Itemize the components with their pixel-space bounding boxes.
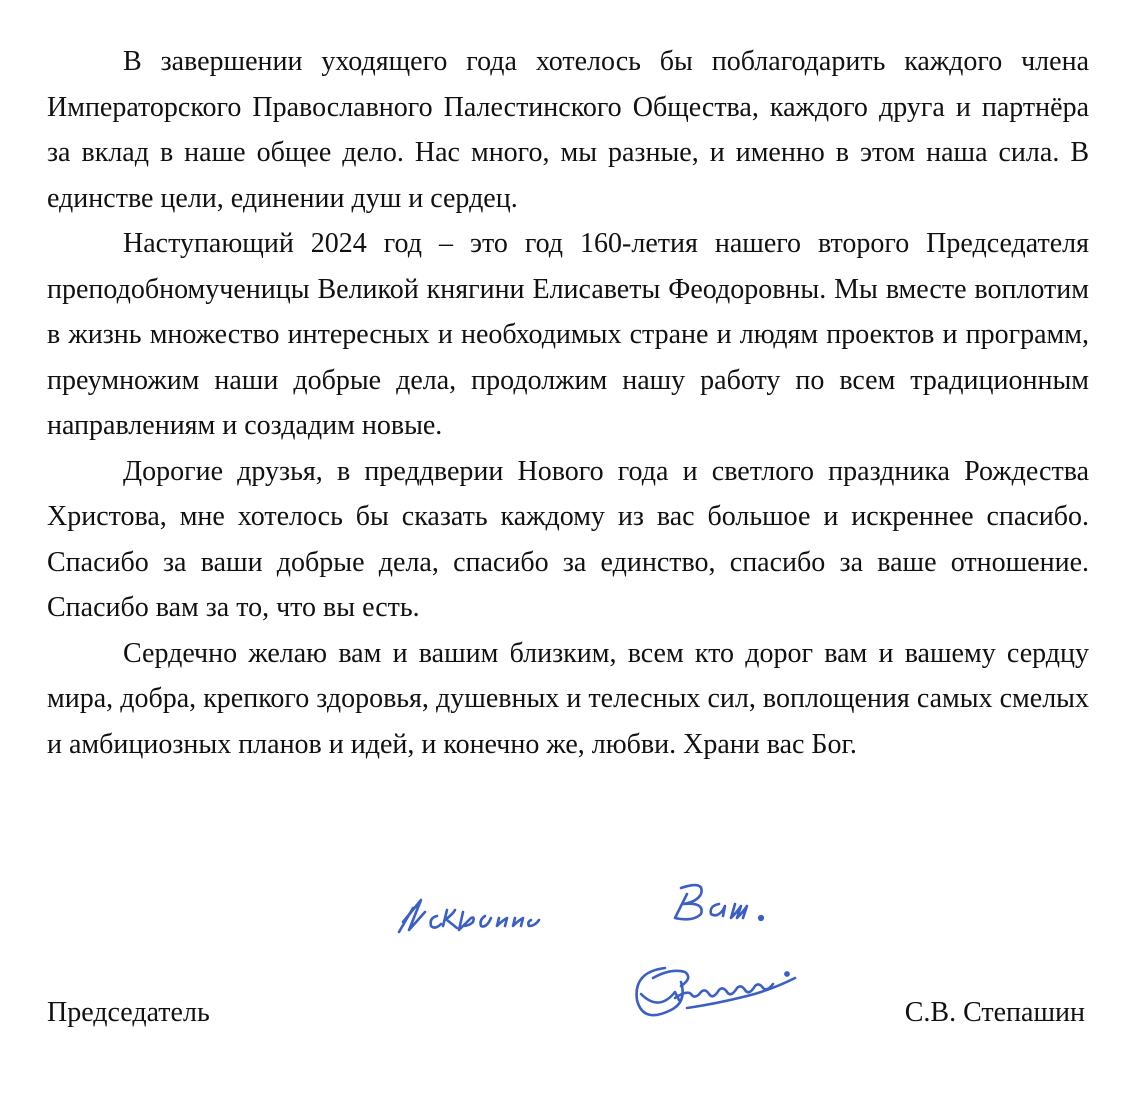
letter-paragraph-1: В завершении уходящего года хотелось бы поблагодарить каждого члена Императорского Православного Палестинского Общества, каждого друга и партнёра за вклад в наше общее дело. Нас много, мы разные, и именно в этом наша сила. В единстве цели, единении душ и сердец. <box>47 46 1089 214</box>
letter-paragraph-3: Дорогие друзья, в преддверии Нового года и светлого праздника Рождества Христова, мне хотелось бы сказать каждому из вас большое и искреннее спасибо. Спасибо за ваши добрые дела, спасибо за единство, спасибо за ваше отношение. Спасибо вам за то, что вы есть. <box>47 455 1089 623</box>
letter-paragraph-4: Сердечно желаю вам и вашим близким, всем кто дорог вам и вашему сердцу мира, добра, крепкого здоровья, душевных и телесных сил, воплощения самых смелых и амбициозных планов и идей, и конечно же, любви. Храни вас Бог. <box>47 637 1089 760</box>
letter-body <box>47 39 1089 767</box>
signature-drawing <box>375 860 820 1050</box>
signature-block <box>0 860 1138 1060</box>
handwritten-signature <box>375 860 820 1050</box>
letter-paragraph-2: Наступающий 2024 год – это год 160-летия нашего второго Председателя преподобномученицы Великой княгини Елисаветы Феодоровны. Мы вместе воплотим в жизнь множество интересных и необходимых стране и людям проектов и программ, преумножим наши добрые дела, продолжим нашу работу по всем традиционным направлениям и создадим новые. <box>47 228 1089 441</box>
signer-name: С.В. Степашин <box>904 997 1085 1028</box>
position-label: Председатель <box>47 997 210 1028</box>
